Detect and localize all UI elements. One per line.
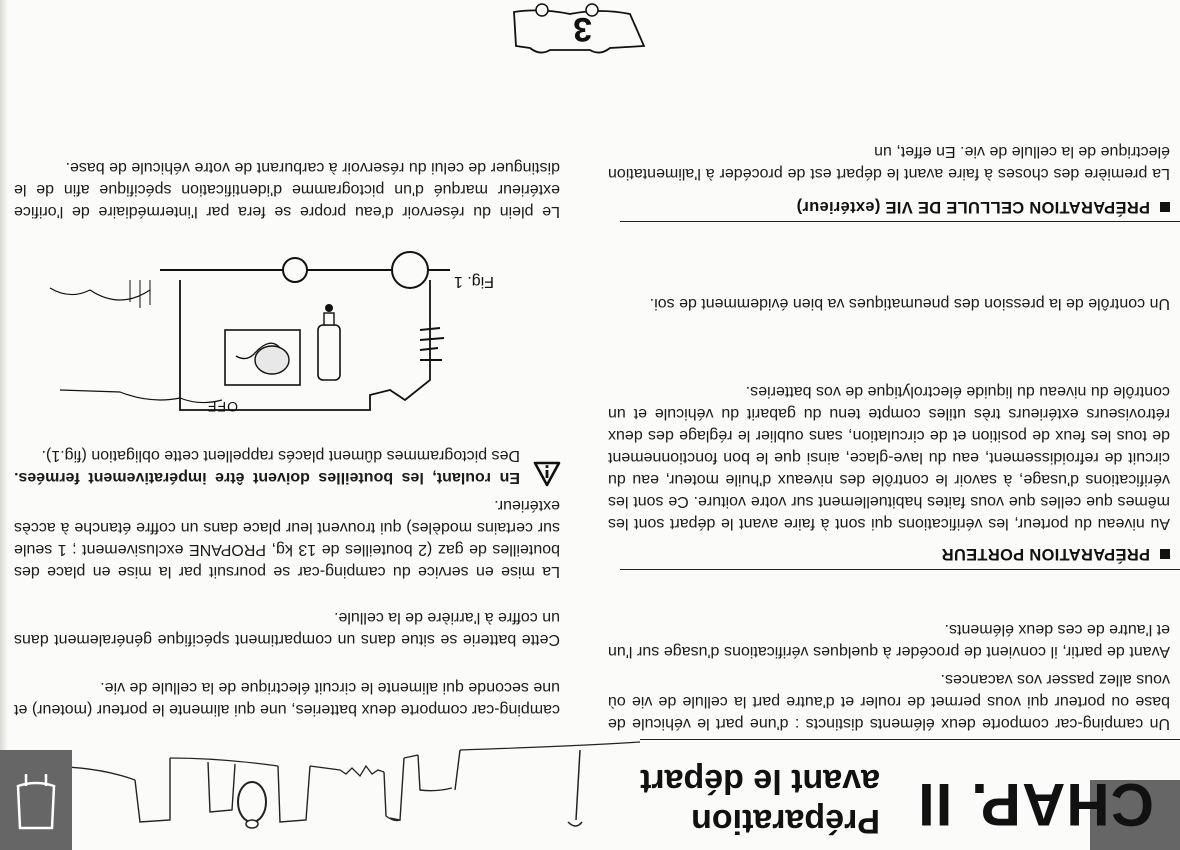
cellule-paragraph: La première des choses à faire avant le départ est de procéder à l'alimentation électrique de la cellule de vie. En effet, un [608,143,1170,182]
campervan-tab-icon [14,770,58,832]
porteur-heading-rule [620,569,1180,570]
chapter-label: CHAP. II [917,771,1154,838]
cellule-heading-rule [620,221,1180,222]
eau-paragraph: Le plein du réservoir d'eau propre se fera par l'intermédiaire de l'orifice extérieur marqué d'un pictogramme d'identification spécifique afin de le distinguer de celui du réservoir à carburant de votre véhicule de base. [14,159,560,220]
porteur-paragraph-2: Un contrôle de la pression des pneumatiques va bien évidemment de soi. [649,295,1170,312]
porteur-paragraph: Au niveau du porteur, les vérifications qui sont à faire avant le départ sont les mêmes que celles que vous faites habituellement sur votre voiture. Ce sont les vérifications d'usage, à savoir le contrôle des niveaux d'huile moteur, eau du circuit de refroidissement, eau du lave-glace, ainsi que le bon fonctionnement de tous les feux de position et de circulation, sans oublier le réglage des deux rétroviseurs extérieurs très utiles compte tenu du gabarit du véhicule et un contrôle du niveau du liquide électrolytique de vos batteries. [608,383,1170,532]
intro-paragraph: Un camping-car comporte deux éléments distincts : d'une part le véhicule de base ou porteur qui vous permet de rouler et d'autre part la cellule de vie où vous allez passer vos vacances. [608,671,1170,732]
heading-square-icon [1160,549,1170,559]
left-column-top-rule [640,739,1180,740]
cellule-heading [796,197,1170,216]
heading-square-icon [1160,202,1170,212]
cellule-heading-text: PRÉPARATION CELLULE DE VIE (extérieur) [796,198,1150,216]
gaz-paragraph: La mise en service du camping-car se poursuit par la mise en place des bouteilles de gaz (2 bouteilles de 13 kg, PROPANE exclusivement ; 1 seule sur certains modèles) qui trouvent leur place dans un coffre étanche à accès extérieur. [14,497,560,580]
header-campervan-drawing [0,730,640,850]
figure-off-label: OFF [207,399,238,415]
figure-1-illustration [30,250,450,420]
porteur-heading [941,544,1170,563]
batteries-paragraph-2: Cette batterie se situe dans un compartiment spécifique généralement dans un coffre à l'arrière de la cellule. [14,609,560,648]
warning-bold-text: En roulant, les bouteilles doivent être impérativement fermées. [14,469,520,486]
batteries-paragraph: camping-car comporte deux batteries, une qui alimente le porteur (moteur) et une seconde qui alimente le circuit électrique de la cellule de vie. [14,679,560,718]
intro-paragraph-2: Avant de partir, il convient de procéder à quelques vérifications d'usage sur l'un et l'autre de ces deux éléments. [608,621,1170,660]
figure-caption: Fig. 1 [453,273,494,290]
warning-rest-text: Des pictogrammes dûment placés rappellent cette obligation (fig.1). [41,447,520,464]
warning-paragraph [14,444,520,488]
chapter-title-line1: Préparation [691,802,880,840]
chapter-title-line2: avant le départ [640,762,880,800]
warning-triangle-icon [532,460,562,488]
porteur-heading-text: PRÉPARATION PORTEUR [941,545,1150,563]
page-number: 3 [573,10,592,48]
